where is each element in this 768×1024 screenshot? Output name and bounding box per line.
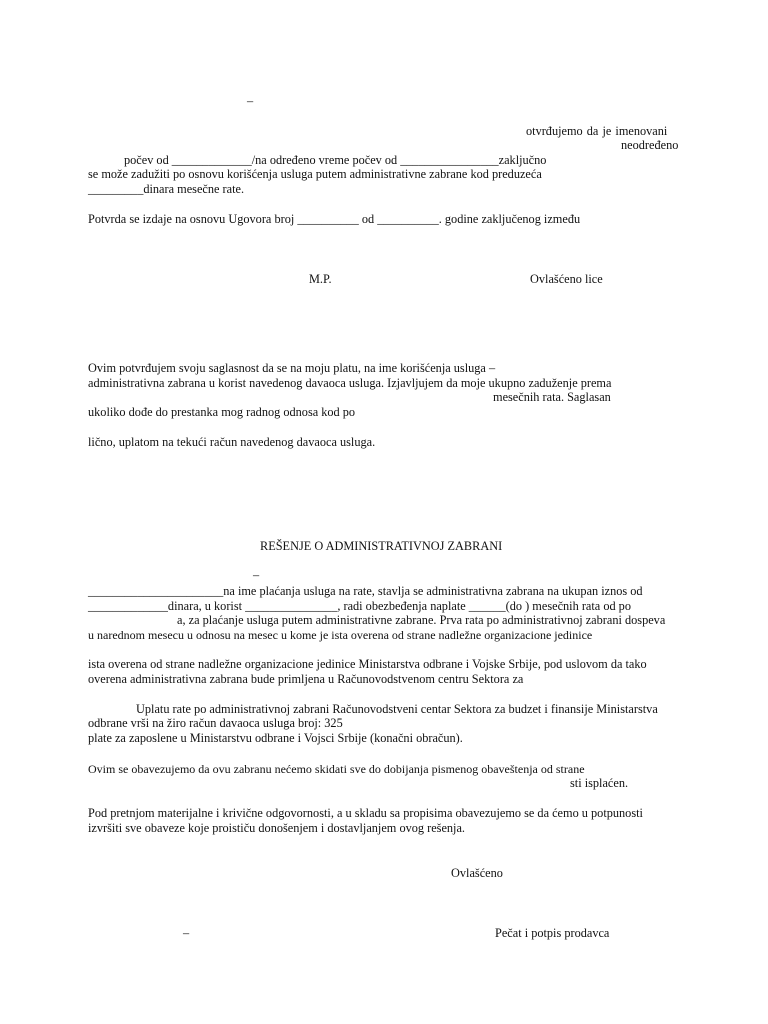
consent-line-1: Ovim potvrđujem svoju saglasnost da se na moju platu, na ime korišćenja usluga – xyxy=(88,361,496,375)
bottom-dash: – xyxy=(183,926,190,940)
cert-line-1: otvrđujemo da je imenovani xyxy=(526,124,668,138)
authorized-person-label: Ovlašćeno lice xyxy=(530,272,603,286)
authorized-label: Ovlašćeno xyxy=(451,866,503,880)
decision-p1-line-1: ______________________na ime plaćanja usluga na rate, stavlja se administrativna zabrana na ukupan iznos od xyxy=(88,584,643,598)
decision-p3-line-2: odbrane vrši na žiro račun davaoca usluga broj: 325 xyxy=(88,716,343,730)
cert-line-5: _________dinara mesečne rate. xyxy=(88,182,245,196)
consent-line-4: ukoliko dođe do prestanka mog radnog odnosa kod po xyxy=(88,405,356,419)
cert-line-4: se može zadužiti po osnovu korišćenja usluga putem administrativne zabrane kod preduzeća xyxy=(88,167,542,181)
mp-label: M.P. xyxy=(309,272,332,286)
cert-line-3: počev od _____________/na određeno vreme počev od ________________zaključno xyxy=(124,153,547,167)
decision-p4-line-1: Ovim se obavezujemo da ovu zabranu nećemo skidati sve do dobijanja pismenog obaveštenja od strane xyxy=(88,762,585,776)
decision-dash: – xyxy=(253,568,260,582)
consent-line-3: mesečnih rata. Saglasan xyxy=(493,390,611,404)
decision-p3-line-3: plate za zaposlene u Ministarstvu odbrane i Vojsci Srbije (konačni obračun). xyxy=(88,731,463,745)
decision-p2-line-1: ista overena od strane nadležne organizacione jedinice Ministarstva odbrane i Vojske Srbije, pod uslovom da tako xyxy=(88,657,647,671)
decision-title: REŠENJE O ADMINISTRATIVNOJ ZABRANI xyxy=(260,539,503,553)
decision-p5-line-1: Pod pretnjom materijalne i krivične odgovornosti, a u skladu sa propisima obavezujemo se da ćemo u potpunosti xyxy=(88,806,643,820)
cert-line-2: neodređeno xyxy=(621,138,679,152)
decision-p2-line-2: overena administrativna zabrana bude primljena u Računovodstvenom centru Sektora za xyxy=(88,672,524,686)
consent-line-2: administrativna zabrana u korist navedenog davaoca usluga. Izjavljujem da moje ukupno zaduženje prema xyxy=(88,376,612,390)
consent-line-5: lično, uplatom na tekući račun navedenog davaoca usluga. xyxy=(88,435,376,449)
decision-p4-line-2: sti isplaćen. xyxy=(570,776,629,790)
decision-p3-line-1: Uplatu rate po administrativnoj zabrani Računovodstveni centar Sektora za budzet i finansije Ministarstva xyxy=(136,702,658,716)
decision-p1-line-2: _____________dinara, u korist _______________, radi obezbeđenja naplate ______(do ) mesečnih rata od po xyxy=(88,599,631,613)
seal-signature-label: Pečat i potpis prodavca xyxy=(495,926,610,940)
decision-p5-line-2: izvršiti sve obaveze koje proističu donošenjem i dostavljanjem ovog rešenja. xyxy=(88,821,466,835)
top-dash: – xyxy=(247,94,254,108)
decision-p1-line-3: a, za plaćanje usluga putem administrativne zabrane. Prva rata po administrativnoj zabrani dospeva xyxy=(177,613,666,627)
cert-line-6: Potvrda se izdaje na osnovu Ugovora broj __________ od __________. godine zaključenog između xyxy=(88,212,581,226)
decision-p1-line-4: u narednom mesecu u odnosu na mesec u kome je ista overena od strane nadležne organizacione jedinice xyxy=(88,628,593,642)
